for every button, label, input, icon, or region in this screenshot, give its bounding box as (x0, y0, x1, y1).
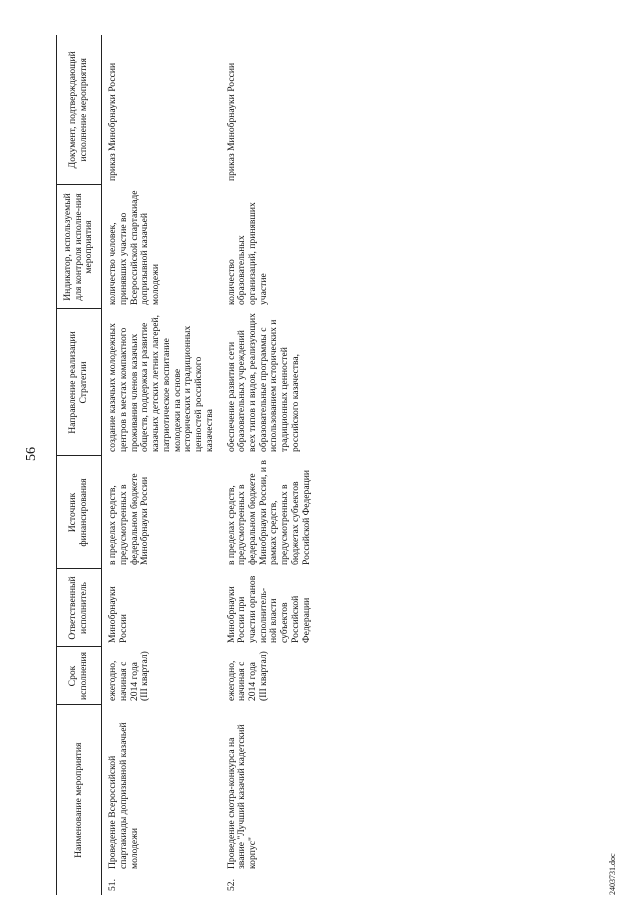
row-number: 51. (107, 879, 119, 891)
row-term: ежегодно, начиная с 2014 года (III квартал) (107, 651, 151, 701)
document-page (12, 14, 628, 895)
row-term: ежегодно, начиная с 2014 года (III квартал) (220, 647, 316, 705)
header-direction: Направление реализации Стратегии (57, 309, 102, 456)
table-row (102, 35, 220, 895)
row-document: приказ Минобрнауки России (107, 62, 119, 181)
row-executor: Минобрнауки России (107, 586, 129, 643)
header-indicator: Индикатор, используемый для контроля исполне-ния мероприятия (57, 185, 102, 309)
row-name: Проведение смотра-конкурса на звание "Лучший казачий кадетский корпус" (220, 705, 316, 873)
measures-table (56, 35, 316, 895)
row-executor: Минобрнауки России при участии органов исполнитель-ной власти субъектов Российской Федерации (220, 569, 316, 647)
row-direction: обеспечение развития сети образовательных учреждений всех типов и видов, реализующих образовательные программы с использованием исторических и традиционных ценностей российского казачества, (220, 309, 316, 456)
row-source: в пределах средств, предусмотренных в федеральном бюджете Минобрнауки России, и в рамках средств, предусмотренных в бюджетах субъектов Российской Федерации (220, 456, 316, 569)
header-name: Наименование мероприятия (57, 705, 102, 895)
row-document: приказ Минобрнауки России (220, 35, 316, 185)
row-indicator: количество образовательных организаций, принявших участие (220, 185, 316, 309)
header-source: Источник финансирования (57, 456, 102, 569)
header-document: Документ, подтверждающий исполнение мероприятия (57, 35, 102, 185)
header-term: Срок исполнения (57, 647, 102, 705)
row-number: 52. (220, 873, 316, 895)
row-name: Проведение Всероссийской спартакиады допризывной казачьей молодежи (107, 722, 140, 869)
table-header-row (57, 35, 102, 895)
table-row (220, 35, 316, 895)
document-footer-code: 2403731.doc (608, 853, 617, 895)
page-number: 56 (24, 447, 39, 461)
row-direction: создание казачьих молодежных центров в местах компактного проживания членов казачьих обществ, поддержка и развитие казачьих детских летних лагерей, патриотическое воспитание молодежи на основе исторических и традиционных ценностей российского казачества (107, 314, 215, 452)
row-source: в пределах средств, предусмотренных в федеральном бюджете Минобрнауки России (107, 473, 151, 565)
row-indicator: количество человек, принявших участие во Всероссийской спартакиаде допризывной казачьей молодежи (107, 190, 162, 305)
header-executor: Ответственный исполнитель (57, 569, 102, 647)
